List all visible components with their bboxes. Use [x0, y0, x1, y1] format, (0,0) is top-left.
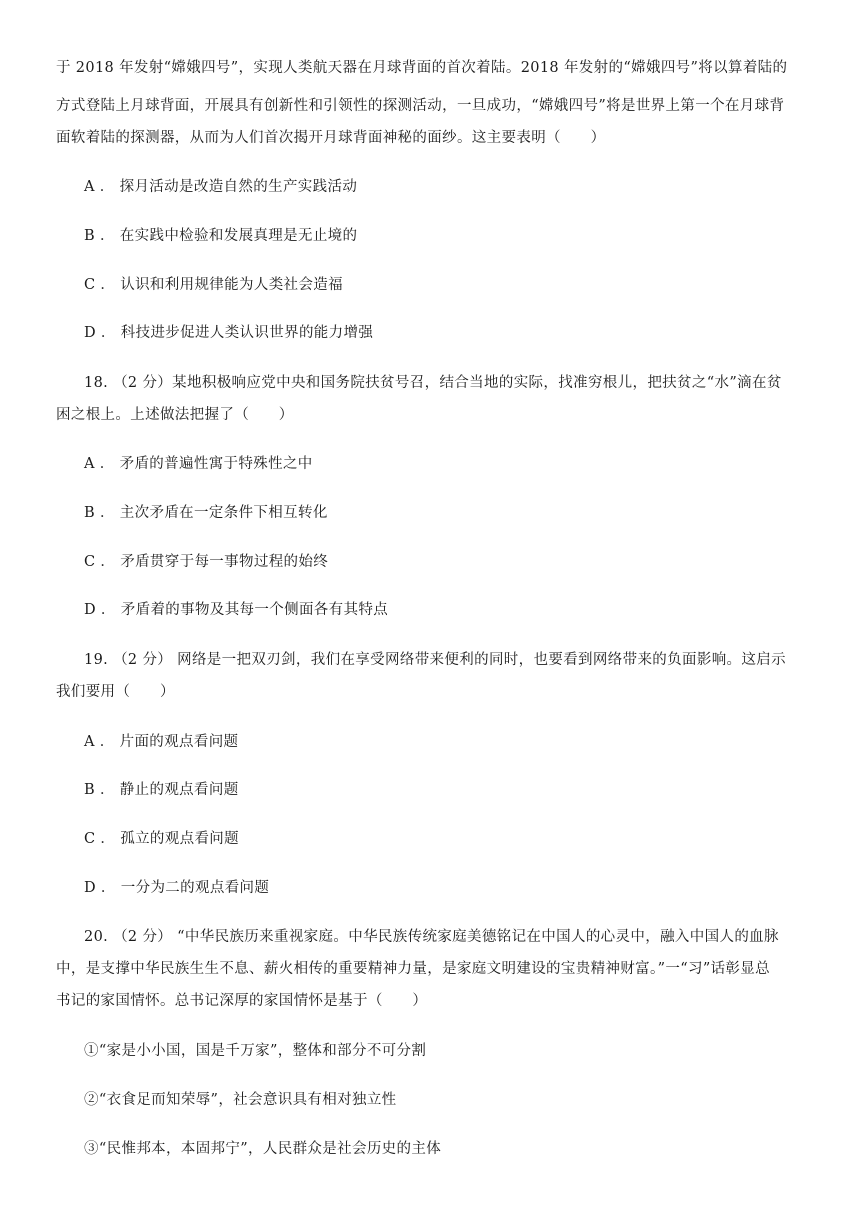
q17-option-a: A ． 探月活动是改造自然的生产实践活动: [84, 179, 358, 195]
q19-stem-line-2: 我们要用（ ）: [56, 684, 175, 700]
q19-option-b: B ． 静止的观点看问题: [84, 782, 239, 798]
q17-option-d: D ． 科技进步促进人类认识世界的能力增强: [84, 325, 374, 341]
q17-stem-line-3: 面软着陆的探测器，从而为人们首次揭开月球背面神秘的面纱。这主要表明（ ）: [56, 130, 606, 146]
q18-stem-line-1: 18. （2 分）某地积极响应党中央和国务院扶贫号召，结合当地的实际，找准穷根儿，把扶贫之“水”滴在贫: [84, 375, 782, 391]
q20-statement-3: ③“民惟邦本，本固邦宁”，人民群众是社会历史的主体: [84, 1141, 442, 1157]
q17-stem-line-1: 于 2018 年发射“嫦娥四号”，实现人类航天器在月球背面的首次着陆。2018 年发射的“嫦娥四号”将以算着陆的: [56, 60, 788, 76]
q17-option-c: C ． 认识和利用规律能为人类社会造福: [84, 277, 343, 293]
q19-option-c: C ． 孤立的观点看问题: [84, 831, 240, 847]
q20-statement-1: ①“家是小小国，国是千万家”，整体和部分不可分割: [84, 1043, 427, 1059]
q18-stem-line-2: 困之根上。上述做法把握了（ ）: [56, 407, 294, 423]
q18-option-d: D ． 矛盾着的事物及其每一个侧面各有其特点: [84, 602, 389, 618]
q20-stem-line-1: 20. （2 分） “中华民族历来重视家庭。中华民族传统家庭美德铭记在中国人的心灵中，融入中国人的血脉: [84, 929, 779, 945]
q20-statement-2: ②“衣食足而知荣辱”，社会意识具有相对独立性: [84, 1092, 397, 1108]
q20-stem-line-3: 书记的家国情怀。总书记深厚的家国情怀是基于（ ）: [56, 993, 428, 1009]
q17-stem-line-2: 方式登陆上月球背面，开展具有创新性和引领性的探测活动，一旦成功，“嫦娥四号”将是世界上第一个在月球背: [56, 98, 785, 114]
q18-option-c: C ． 矛盾贯穿于每一事物过程的始终: [84, 554, 329, 570]
q20-stem-line-2: 中，是支撑中华民族生生不息、薪火相传的重要精神力量，是家庭文明建设的宝贵精神财富。”一“习”话彰显总: [56, 961, 770, 977]
q18-option-a: A ． 矛盾的普遍性寓于特殊性之中: [84, 456, 313, 472]
q19-option-d: D ． 一分为二的观点看问题: [84, 880, 270, 896]
q19-stem-line-1: 19. （2 分） 网络是一把双刃剑，我们在享受网络带来便利的同时，也要看到网络带来的负面影响。这启示: [84, 652, 786, 668]
q17-option-b: B ． 在实践中检验和发展真理是无止境的: [84, 228, 358, 244]
q19-option-a: A ． 片面的观点看问题: [84, 734, 239, 750]
q18-option-b: B ． 主次矛盾在一定条件下相互转化: [84, 505, 328, 521]
